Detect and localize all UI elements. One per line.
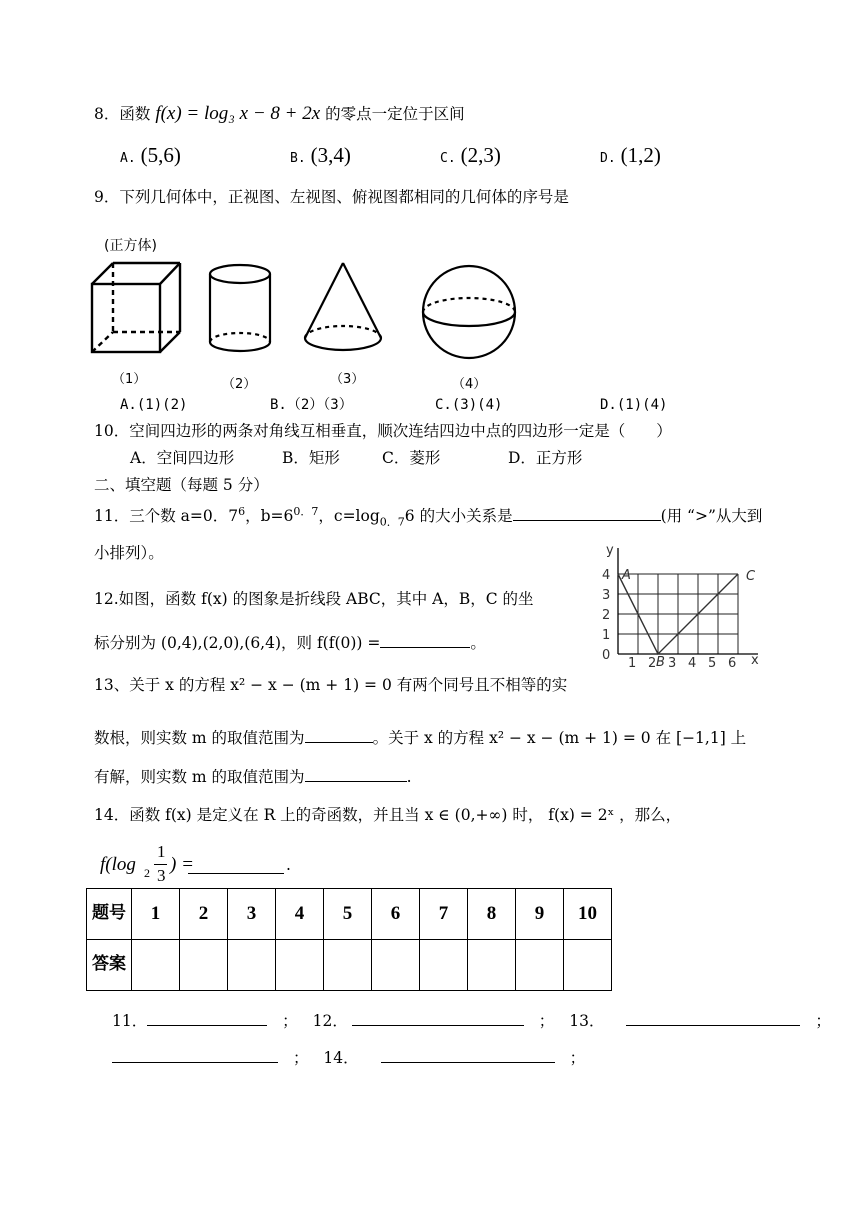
q9-option-b: B.（2）（3） <box>270 397 353 413</box>
q12-line2: 标分别为 (0,4),(2,0),(6,4)，则 f(f(0)) = 。 <box>94 634 486 652</box>
q12-line1: 12.如图，函数 f(x) 的图象是折线段 ABC，其中 A，B，C 的坐 <box>94 590 534 608</box>
q11-line2: 小排列）。 <box>94 544 164 562</box>
table-row-numbers <box>87 889 612 940</box>
fill-blank-14[interactable] <box>381 1047 555 1063</box>
caption-2: （2） <box>222 377 257 392</box>
y-tick-label: 1 <box>602 628 611 643</box>
point-label: B <box>656 655 665 670</box>
q9-stem: 9．下列几何体中，正视图、左视图、俯视图都相同的几何体的序号是 <box>94 188 569 206</box>
q8-stem-pre: 8．函数 <box>94 105 151 123</box>
q11-blank[interactable] <box>513 505 661 521</box>
table-number: 8 <box>468 889 516 940</box>
q8-option-a: A. (5,6) <box>120 143 181 167</box>
caption-1: （1） <box>112 372 147 387</box>
q12-blank[interactable] <box>380 632 470 648</box>
fraction-bar <box>154 864 167 865</box>
sphere-icon <box>423 266 515 358</box>
q12-graph <box>598 540 768 670</box>
section-heading: 二、填空题（每题 5 分） <box>94 476 269 494</box>
q8-stem-post: 的零点一定位于区间 <box>325 105 465 123</box>
q9-option-c: C.(3)(4) <box>435 397 503 413</box>
fill-blank-12[interactable] <box>352 1010 524 1026</box>
table-number: 10 <box>564 889 612 940</box>
answer-cell[interactable] <box>372 940 420 991</box>
x-tick-label: 5 <box>708 656 717 670</box>
header-question: 题号 <box>87 889 132 940</box>
x-tick-label: 4 <box>688 656 697 670</box>
table-number: 6 <box>372 889 420 940</box>
answer-cell[interactable] <box>516 940 564 991</box>
graph-axes <box>618 548 758 654</box>
q8-option-b: B. (3,4) <box>290 143 351 167</box>
cube-icon <box>92 263 180 352</box>
solids-figure <box>85 260 525 370</box>
table-number: 2 <box>180 889 228 940</box>
q10-option-d: D．正方形 <box>508 449 583 467</box>
fill-row-1: 11． ； 12． ； 13． ； <box>112 1012 831 1030</box>
answer-cell[interactable] <box>132 940 180 991</box>
table-number: 3 <box>228 889 276 940</box>
q13-line2: 数根，则实数 m 的取值范围为 。关于 x 的方程 x² − x − (m + 1) = 0 在 [−1,1] 上 <box>94 729 747 747</box>
answer-cell[interactable] <box>468 940 516 991</box>
q8-option-c: C. (2,3) <box>440 143 501 167</box>
q14-blank[interactable] <box>188 858 284 874</box>
q10-stem: 10．空间四边形的两条对角线互相垂直，顺次连结四边中点的四边形一定是（ ） <box>94 422 672 440</box>
y-tick-label: 0 <box>602 648 611 663</box>
q9-option-a: A.(1)(2) <box>120 397 188 413</box>
fill-blank-13b[interactable] <box>112 1047 278 1063</box>
point-label: A <box>622 568 631 583</box>
x-tick-label: 3 <box>668 656 677 670</box>
table-row-answers <box>87 940 612 991</box>
y-tick-label: 3 <box>602 588 611 603</box>
y-tick-label: 2 <box>602 608 611 623</box>
fill-blank-11[interactable] <box>147 1010 267 1026</box>
q14-line1: 14．函数 f(x) 是定义在 R 上的奇函数，并且当 x ∈ (0,+∞) 时， f(x) = 2ˣ ，那么， <box>94 806 682 824</box>
graph-grid <box>618 574 738 654</box>
answer-cell[interactable] <box>228 940 276 991</box>
table-number: 4 <box>276 889 324 940</box>
answer-cell[interactable] <box>180 940 228 991</box>
answer-cell[interactable] <box>324 940 372 991</box>
fill-row-2: ； 14． ； <box>112 1047 585 1068</box>
q8-stem <box>94 103 465 126</box>
caption-3: （3） <box>330 372 365 387</box>
table-number: 7 <box>420 889 468 940</box>
x-tick-label: 6 <box>728 656 737 670</box>
point-label: C <box>746 569 756 584</box>
q13-blank-1[interactable] <box>305 727 373 743</box>
cylinder-icon <box>210 265 270 351</box>
caption-4: （4） <box>452 377 487 392</box>
q13-line1: 13、关于 x 的方程 x² − x − (m + 1) = 0 有两个同号且不相等的实 <box>94 676 568 694</box>
answer-cell[interactable] <box>420 940 468 991</box>
cone-icon <box>305 263 381 350</box>
answer-cell[interactable] <box>276 940 324 991</box>
q13-blank-2[interactable] <box>305 766 407 782</box>
q11-line1: 11．三个数 a=0．$7^6$，$b=6^{0.7}$，$c=\log_{0.7}6$ 的大小关系是 (用 “>”从大到 <box>94 505 763 529</box>
header-answer: 答案 <box>87 940 132 991</box>
q10-option-c: C．菱形 <box>382 449 441 467</box>
q10-option-a: A．空间四边形 <box>130 449 235 467</box>
q8-option-d: D. (1,2) <box>600 143 661 167</box>
q10-option-b: B．矩形 <box>282 449 340 467</box>
table-number: 5 <box>324 889 372 940</box>
fill-blank-13a[interactable] <box>626 1010 800 1026</box>
answer-table <box>86 888 612 991</box>
answer-cell[interactable] <box>564 940 612 991</box>
y-tick-label: 4 <box>602 568 611 583</box>
cube-note: (正方体) <box>104 238 157 254</box>
table-number: 1 <box>132 889 180 940</box>
q9-option-d: D.(1)(4) <box>600 397 668 413</box>
x-tick-label: 1 <box>628 656 637 670</box>
graph-y-label: y <box>606 543 614 558</box>
table-number: 9 <box>516 889 564 940</box>
q13-line3: 有解，则实数 m 的取值范围为 . <box>94 768 412 786</box>
q8-formula: f(x) = log₃ x − 8 + 2x <box>155 103 321 124</box>
graph-x-label: x <box>751 653 759 668</box>
x-tick-label: 2 <box>648 656 657 670</box>
